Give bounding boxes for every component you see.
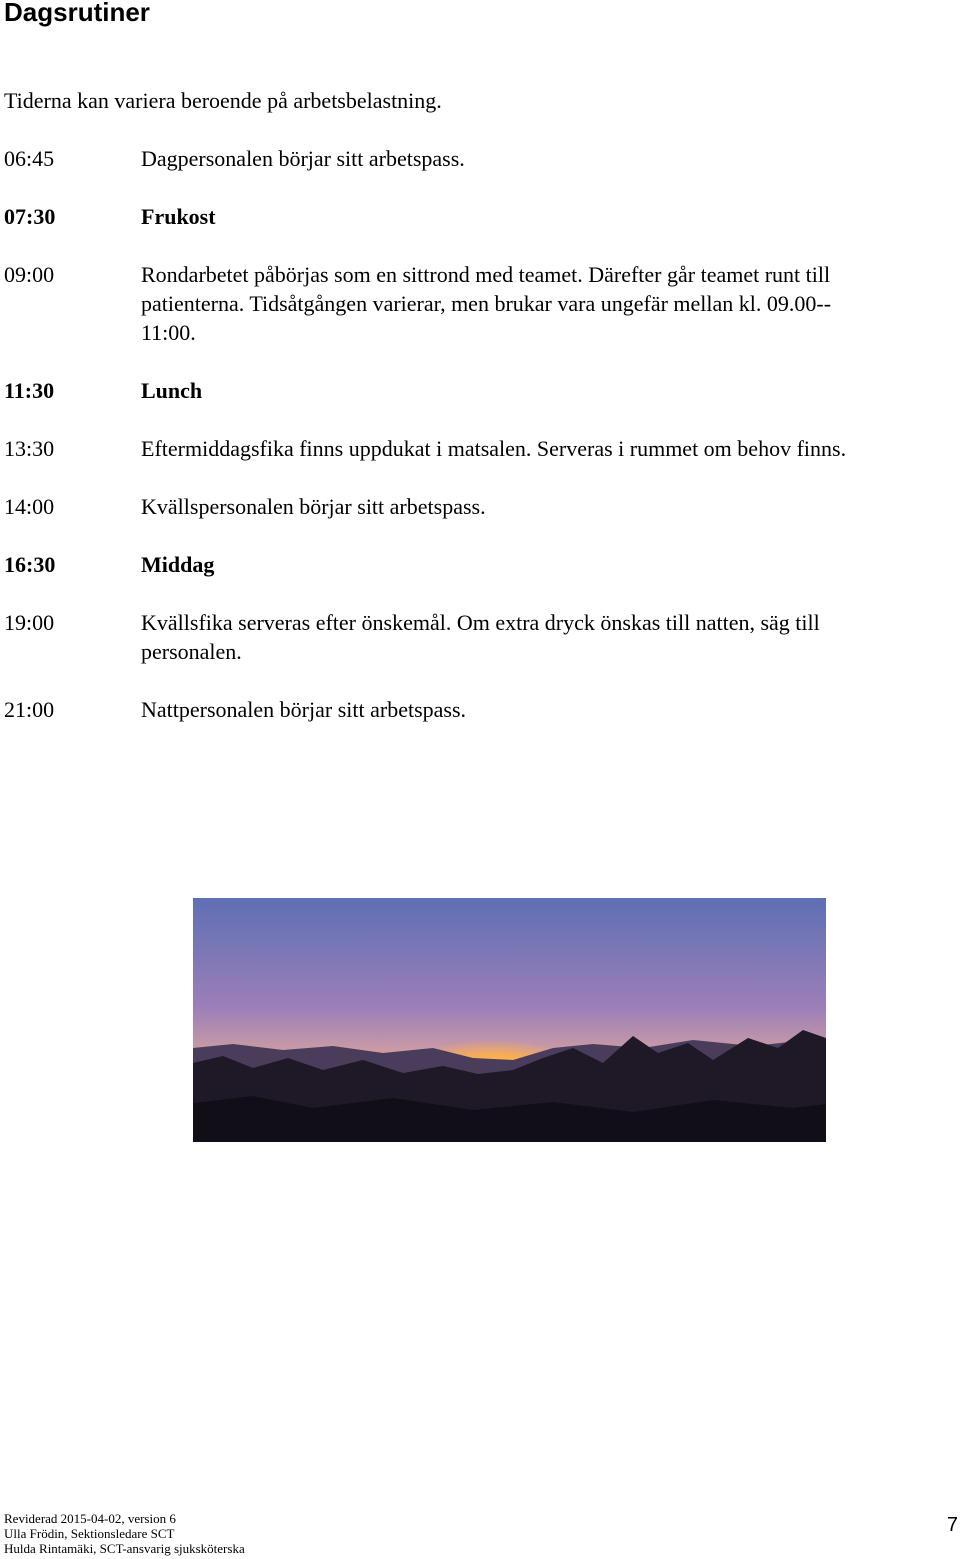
schedule-text: Middag	[141, 552, 215, 577]
footer-author-1: Ulla Frödin, Sektionsledare SCT	[4, 1526, 175, 1541]
schedule-row-2100	[4, 695, 956, 724]
schedule-row-1330	[4, 434, 956, 463]
schedule-text: Dagpersonalen börjar sitt arbetspass.	[141, 146, 465, 171]
schedule-row-1400	[4, 492, 956, 521]
footer	[4, 1511, 245, 1556]
schedule-time: 16:30	[4, 552, 56, 577]
schedule-time: 21:00	[4, 697, 55, 722]
footer-author-2: Hulda Rintamäki, SCT-ansvarig sjuksköterska	[4, 1541, 245, 1556]
schedule-time: 07:30	[4, 204, 56, 229]
schedule-time: 09:00	[4, 262, 55, 287]
schedule-text: Nattpersonalen börjar sitt arbetspass.	[141, 697, 467, 722]
intro-text: Tiderna kan variera beroende på arbetsbelastning.	[4, 88, 442, 113]
schedule-time: 06:45	[4, 146, 55, 171]
page-number: 7	[946, 1514, 958, 1536]
schedule-text: Kvällsfika serveras efter önskemål. Om extra dryck önskas till natten, säg till personalen.	[141, 610, 820, 664]
schedule-time: 11:30	[4, 378, 55, 403]
schedule-time: 14:00	[4, 494, 55, 519]
schedule-row-0900	[4, 260, 956, 347]
schedule-list	[4, 144, 956, 753]
schedule-time: 19:00	[4, 610, 55, 635]
page-title: Dagsrutiner	[4, 0, 150, 27]
schedule-text: Rondarbetet påbörjas som en sittrond med teamet. Därefter går teamet runt till patienterna. Tidsåtgången varierar, men brukar vara ungefär mellan kl. 09.00-- 11:00.	[141, 262, 832, 345]
schedule-row-0645	[4, 144, 956, 173]
schedule-text: Eftermiddagsfika finns uppdukat i matsalen. Serveras i rummet om behov finns.	[141, 436, 847, 461]
schedule-row-1900	[4, 608, 956, 666]
schedule-text: Lunch	[141, 378, 203, 403]
sunset-photo	[193, 898, 826, 1142]
schedule-row-1630	[4, 550, 956, 579]
schedule-row-0730	[4, 202, 956, 231]
schedule-time: 13:30	[4, 436, 55, 461]
footer-revised: Reviderad 2015-04-02, version 6	[4, 1511, 176, 1526]
schedule-text: Frukost	[141, 204, 216, 229]
schedule-text: Kvällspersonalen börjar sitt arbetspass.	[141, 494, 486, 519]
schedule-row-1130	[4, 376, 956, 405]
